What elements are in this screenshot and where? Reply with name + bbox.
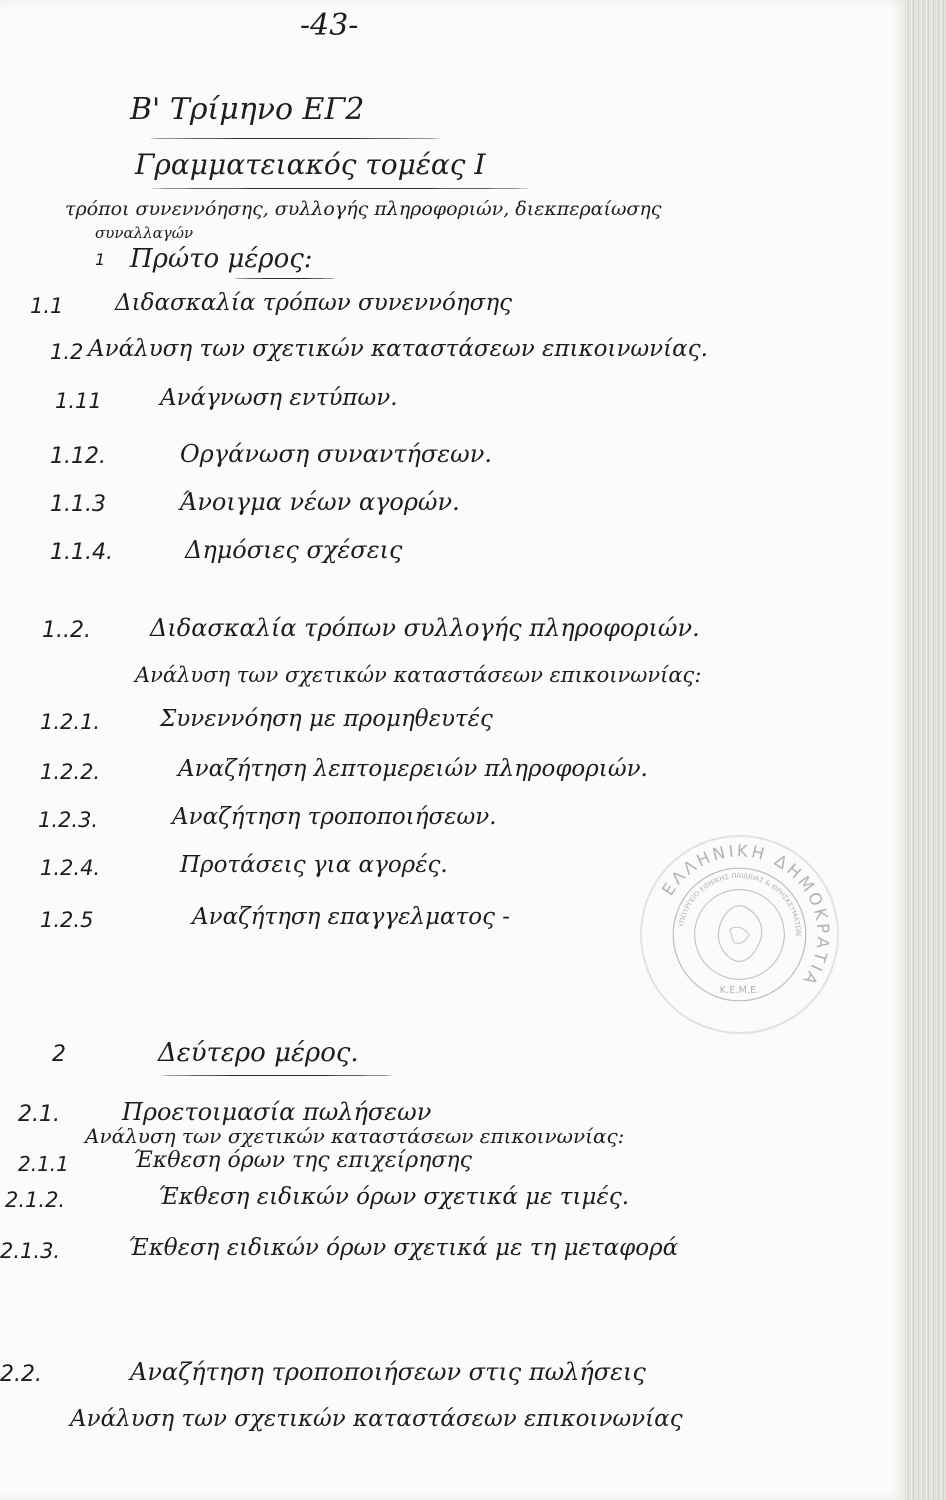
part2-item-number: 2.1.2. bbox=[5, 1188, 66, 1212]
part1-item-text: Αναζήτηση τροποποιήσεων. bbox=[172, 804, 497, 830]
part1-item-text: Οργάνωση συναντήσεων. bbox=[180, 440, 492, 468]
svg-text:ΥΠΟΥΡΓΕΙΟ ΕΘΝΙΚΗΣ ΠΑΙΔΕΙΑΣ & Θ: ΥΠΟΥΡΓΕΙΟ ΕΘΝΙΚΗΣ ΠΑΙΔΕΙΑΣ & ΘΡΗΣΚΕΥΜΑΤΩΝ bbox=[677, 871, 803, 937]
part2-item-number: 2.1. bbox=[18, 1102, 60, 1127]
part1-item-text: Άνοιγμα νέων αγορών. bbox=[180, 488, 460, 516]
part1-item-number: 1.1.3 bbox=[50, 492, 106, 517]
page-number: -43- bbox=[300, 8, 359, 43]
part1-title-underline bbox=[235, 278, 335, 279]
svg-text:Κ.Ε.Μ.Ε.: Κ.Ε.Μ.Ε. bbox=[719, 985, 760, 996]
part2-item-number: 2.1.1 bbox=[18, 1152, 69, 1176]
stamp-seal-graphic bbox=[642, 837, 837, 1032]
part1-item-text: Ανάγνωση εντύπων. bbox=[160, 385, 398, 411]
book-page-edges bbox=[905, 0, 946, 1500]
part2-item-number: 2.2. bbox=[0, 1362, 42, 1387]
part1-number: 1 bbox=[95, 250, 106, 269]
header-sector-underline bbox=[150, 188, 530, 189]
part2-item-number: 2.1.3. bbox=[0, 1239, 61, 1263]
part1-item-number: 1..2. bbox=[42, 618, 91, 643]
part2-item-text: Έκθεση όρων της επιχείρησης bbox=[133, 1148, 472, 1173]
part1-item-text: Αναζήτηση λεπτομερειών πληροφοριών. bbox=[178, 756, 648, 782]
part2-item-text: Έκθεση ειδικών όρων σχετικά με τιμές. bbox=[158, 1184, 630, 1210]
header-topics: τρόποι συνεννόησης, συλλογής πληροφοριών, διεκπεραίωσης bbox=[65, 198, 662, 220]
part1-item-text: Προτάσεις για αγορές. bbox=[180, 852, 448, 878]
part2-item-text: Ανάλυση των σχετικών καταστάσεων επικοινωνίας bbox=[70, 1406, 683, 1432]
part1-item-number: 1.11 bbox=[55, 389, 102, 413]
part2-number: 2 bbox=[52, 1042, 66, 1067]
part2-title: Δεύτερο μέρος. bbox=[158, 1038, 359, 1068]
part1-item-text: Συνεννόηση με προμηθευτές bbox=[160, 706, 493, 732]
header-trimester-underline bbox=[150, 138, 440, 139]
header-trimester: Β' Τρίμηνο ΕΓ2 bbox=[130, 92, 365, 127]
part2-item-text: Προετοιμασία πωλήσεων bbox=[122, 1098, 432, 1126]
part1-item-number: 1.2 bbox=[50, 340, 84, 364]
part1-item-text: Αναζήτηση επαγγελματος - bbox=[192, 904, 511, 930]
part2-item-text: Αναζήτηση τροποποιήσεων στις πωλήσεις bbox=[130, 1358, 646, 1386]
part1-item-number: 1.1.4. bbox=[50, 540, 113, 565]
part1-item-number: 1.12. bbox=[50, 444, 106, 469]
part1-item-number: 1.2.2. bbox=[40, 760, 101, 784]
header-sector: Γραμματειακός τομέας Ι bbox=[135, 148, 486, 181]
part1-item-text: Διδασκαλία τρόπων συνεννόησης bbox=[115, 290, 512, 316]
part1-item-number: 1.2.1. bbox=[40, 710, 101, 734]
part1-item-number: 1.1 bbox=[30, 294, 64, 318]
part2-item-text: Έκθεση ειδικών όρων σχετικά με τη μεταφορά bbox=[128, 1235, 679, 1261]
header-topics-cont: συναλλαγών bbox=[95, 224, 194, 242]
part2-title-underline bbox=[162, 1075, 392, 1076]
official-stamp bbox=[640, 835, 839, 1034]
svg-text:ΕΛΛΗΝΙΚΗ ΔΗΜΟΚΡΑΤΙΑ: ΕΛΛΗΝΙΚΗ ΔΗΜΟΚΡΑΤΙΑ bbox=[658, 841, 833, 991]
part1-item-number: 1.2.4. bbox=[40, 856, 101, 880]
part1-item-text: Ανάλυση των σχετικών καταστάσεων επικοινωνίας: bbox=[135, 663, 702, 687]
part1-item-text: Δημόσιες σχέσεις bbox=[185, 536, 403, 564]
part2-item-text: Ανάλυση των σχετικών καταστάσεων επικοινωνίας: bbox=[85, 1124, 625, 1148]
part1-item-text: Διδασκαλία τρόπων συλλογής πληροφοριών. bbox=[150, 614, 700, 642]
part1-item-number: 1.2.5 bbox=[40, 908, 94, 932]
part1-item-text: Ανάλυση των σχετικών καταστάσεων επικοινωνίας. bbox=[88, 336, 708, 362]
part1-title: Πρώτο μέρος: bbox=[130, 244, 313, 274]
part1-item-number: 1.2.3. bbox=[38, 808, 99, 832]
